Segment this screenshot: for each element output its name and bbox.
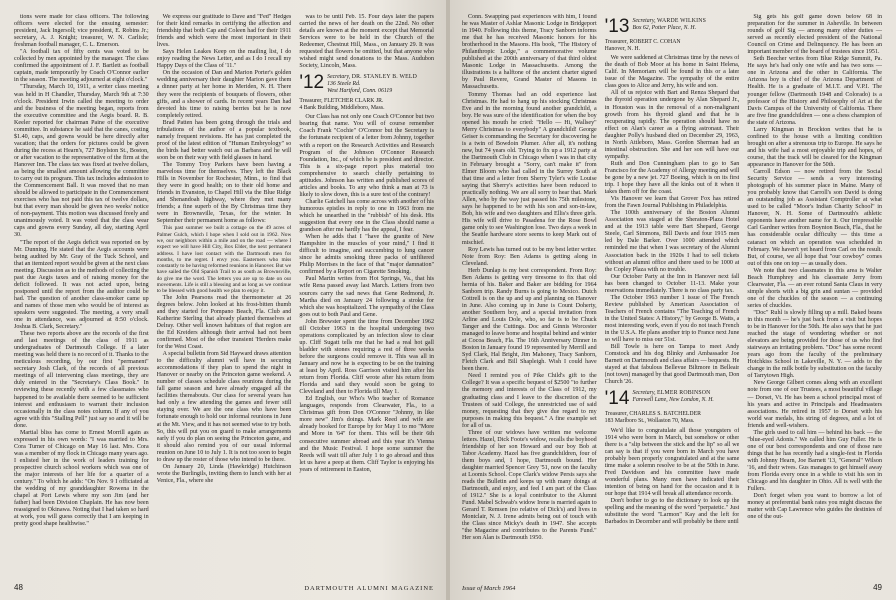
paragraph: Three of our widows have written me welcome letters. Hazel, Dick Foote's widow, recalls the boyhood friendship of her son Howard and our boy Bob at Tabor Academy. Hazel has five grandchildren, four of them boys and, I hope, Dartmouth bound. Her daughter married Spencer Grey '51, now on the faculty at Loomis School. Cope Clark's widow Persis says she reads the Bulletin and keeps up with many doings at Dartmouth, and enjoy, and feel I am part of the Class of 1912." She is a loyal contributor to the Alumni Fund. Mabel Schwab's widow Irene is married again to Gerard T. Remsen (no relative of Dick's) and lives in Montclair, N. J. Irene admits being out of touch with the Class since Micky's death in 1947. She accepts "the Magazine and contributes to the Parents Fund." Her son Alan is Dartmouth 1950. xyxy=(462,429,597,542)
secretary-label: Secretary, xyxy=(632,18,656,24)
magazine-title: DARTMOUTH ALUMNI MAGAZINE xyxy=(304,585,434,592)
secretary-address-1: 136 Steele Rd. xyxy=(327,80,361,87)
class-number: '12 xyxy=(299,72,325,94)
treasurer-label: Treasurer, xyxy=(604,39,628,45)
treasurer-name: FLETCHER CLARK JR. xyxy=(324,98,384,105)
paragraph: Brad Patten has been going through the trials and tribulations of the author of a popular textbook, namely frequent revisions. He has just completed the proof of the latest edition of "Human Embryology" so the birds had better watch out as Barbara and he will soon be on their way with field glasses in hand. xyxy=(156,119,292,161)
issue-label: Issue of March 1964 xyxy=(462,585,516,592)
page-number: 48 xyxy=(14,583,23,592)
page-gutter xyxy=(446,0,450,600)
paragraph: This past summer we built a cottage on the 49 acres of Palmer Gulch, which I hope when I sold out in 1962. Now we, our neighbors within a mile and on the road — where I expect we will have Hill City, Box Elder, the next permanent address. I have lost contact with the Dartmouth men for months, to me regret. I envy you. Easterners who miss constantly to be having reformed reunions in Hanover. But we have sailed the Old Spanish Trail to as south as Brownsville, do give me the word. The letters you are up to date on our movements. Life is still a blessing and as long as we continue to be blessed with good health we plan to enjoy it. xyxy=(156,225,292,295)
paragraph: tions were made for class officers. The following officers were elected for the ensuing semester: president, Jack Ingersoll; vice president, E. Robins Jr.; secretary, A. J. Knight; treasurer, W. N. Carlisle; freshman football manager, C. L. Emerson. xyxy=(14,14,149,49)
class-secretary-block xyxy=(327,74,417,94)
paragraph: was to be until Feb. 15. Four days later the papers carried the news of her death on the 22nd. No other details are known at the moment except that Memorial Services were to be held in the Church of the Redeemer, Chestnut Hill, Mass., on January 29. It was requested that flowers be omitted, but that anyone who wished might send donations to the Mass. Audubon Society, Lincoln, Mass. xyxy=(299,14,435,70)
paragraph: Conn. Swapping past experiences with him, I found he was Master of Ashlar Masonic Lodge in Bridgeport in 1940. Following this theme, Tracy Sanborn informs me that he has received Masonic honors for his brotherhood in the Masons. His book, "The History of Philanthropic Lodge," a commemorative volume published at the 200th anniversary of that third oldest Masonic Lodge in Massachusetts. Among the illustrations is a halftone of the ancient charter signed by Paul Revere, Grand Master of Masons in Massachusetts. xyxy=(462,14,597,91)
paragraph: Ruth and Don Cunningham plan to go to San Francisco for the Academy of Allergy meeting and will be gone by a new jet. 727 Boeing, which is on its first trip. I hope they have all the kinks out of it when it takes them off for the coast. xyxy=(604,160,740,196)
paragraph: New George Gilbert comes along with an excellent note from one of our Trustees, a most beautiful village — Dorset, Vt. He has been a school principal most of his years and active in Principals and Headmasters associations. He retired in 1957 to Dorset with his world war medals, his string of degrees, and a lot of friends and well-wishers. xyxy=(747,380,883,429)
class-number: '14 xyxy=(604,388,630,410)
paragraph: "The report of the Aegis deficit was reported on by Mr. Dunning. He stated that the Aegis accounts were being audited by Mr. Gray of the Tuck School, and that an itemized report would be given at the next class meeting. Discussion as to the methods of collecting the past due Aegis taxes and of raising money for the deficit followed. It was not acted upon, being postponed until the report from the auditor could be had. The question of another class-smoker came up and names of those men who would be of interest as speakers were suggested. The meeting, a very small one in attendance, was adjourned at 8:50 o'clock. Joshua B. Clark, Secretary." xyxy=(14,239,149,331)
paragraph: Roy Lewis has turned out to be my best letter writer. Note from Roy: Ben Adams is getting along in Cleveland. xyxy=(462,246,597,267)
right-page xyxy=(448,0,896,600)
treasurer-address: 183 Marlboro St., Wollaston 70, Mass. xyxy=(604,417,695,424)
secretary-address-2: West Hartford, Conn. 06119 xyxy=(327,87,393,94)
paragraph: We were saddened at Christmas time by the news of the death of Bob Moor at his home in Saint Helena, Calif. In Memoriam will be found in this or a later issue of the Magazine. The sympathy of the entire class goes to Alice and Jerry, his wife and son. xyxy=(604,55,740,90)
treasurer-address: 4 Bank Building, Middleboro, Mass. xyxy=(299,104,385,111)
paragraph: Martial bliss has come to Ernest Morrill again as expressed in his own words: "I was married to Mrs. Cora Turner of Chicago on May 16 last. Mrs. Cora was a member of my flock in Chicago many years ago. I enlisted her in the work of leaders training for prospective church school workers which was one of the major interests of her life for a quarter of a century." To which he adds: "On Nov. 9 I officiated at the wedding of my granddaughter Rowena in the chapel at Port Lewis where my son Jim (and her father) had been Division Chaplain. He has now been reassigned to Okinawa. Noting that I had taken so hard at work, you will guess correctly that I am keeping in pretty good shape healthwise." xyxy=(14,429,149,528)
left-footer xyxy=(14,582,434,592)
class-heading-1914 xyxy=(604,388,740,410)
left-col-2 xyxy=(157,14,292,574)
class-secretary-block xyxy=(632,390,713,403)
paragraph: Bill Towle is here on Tampa to meet Andy Comstock and his dog Blinky and Ambassador Joe Barnett on Dartmouth and class affairs — bequests. He stayed at that fabulous Bellevue Biltmore in Belleair (not town) managed by that good Dartmouth man, Don Church '26. xyxy=(604,344,740,386)
secretary-name: ELMER ROBINSON xyxy=(657,390,711,397)
paragraph: Seth Beecher writes from Blue Ridge Summit, Pa. He says he's had only one wife and has two sons — one in Arizona and the other in California. The Arizona boy is chief of the Arizona Department of Health. He is a graduate of M.I.T. and V.P.I. The younger fellow (Dartmouth 1948 and Colorado) is a professor of the History and Philosophy of Art at the Davis Campus of the University of California. There are five fine grandchildren — one a chess champion of the state of Arizona. xyxy=(747,56,883,126)
paragraph: Ed English, our Who's Who teacher of Romance languages, responds from Clearwater, Fla., to a Christmas gift from Don O'Connor "Johnny, in like more new" Jim's doings. Mark Reed and wife are already booked for Europe by for May 1 to mo "More and More in '64" for them. This will be their 6th consecutive summer abroad and this year it's Vienna and the Music Festival. I hope some summer the Reeds will wait till after July 1 to go abroad and thus let us have a peep at them. Cliff Taylor is enjoying his years of retirement in Easton, xyxy=(299,396,435,473)
paragraph: Don't forget when you want to borrow a lot of money at preferential bank rates you might discuss the matter with Cap Lawrence who guides the destinies of one of the out- xyxy=(747,493,883,521)
paragraph: We note that two classmates in this area is Walter Beach Humphrey and his classmate Jerry from Clearwater, Fla. — an ever rotund Santa Claus in very simple shorts with a big grin and suntan — provided one of the chuckles of the season — a continuing series of chuckles. xyxy=(747,267,883,309)
right-columns xyxy=(462,14,882,574)
secretary-address-1: Farewell Lane, New London, N. H. xyxy=(632,396,714,403)
treasurer-block xyxy=(605,39,740,52)
paragraph: A special bulletin from Sid Hayward draws attention to the difficulty alumni will have in securing accommodations if they plan to spend the night in Hanover or nearby on the Princeton game weekend. A number of classes schedule class reunions during the fall game season and have already engaged all the facilities thereabouts. Our class for several years has had only a few attending the games and fewer still staying over. We are the one class who have been fortunate enough to hold our informal reunions in June at the Mt. View, and it has not seemed wise to try both. So, this will put you on guard to make arrangements early if you do plan on seeing the Princeton game, and it should also remind you of our usual informal reunion on June 10 to July 1. It is not too soon to begin to draw up the roster of those who intend to be there. xyxy=(156,351,292,463)
paragraph: Sig gets his golf game down below 68 in preparation for the summer in Asheville. In between rounds of golf Sig — among many other duties — served as recently elected president of the National Council on Crime and Delinquency. He has been an important member of the board of trustees since 1951. xyxy=(747,14,883,56)
paragraph: We'd like to congratulate all those youngsters of 1914 who were born in March, but somehow or other there is a "slip between the stick and the lip" so all we can say is that if you were born in March you have probably been properly congratulated and at the same time make a solemn resolve to be at the 50th in June. Fred Davidson and his committee have made wonderful plans. Many men have indicated their intention of being on hand for the occasion and it is our hope that 1914 will break all attendance records. xyxy=(604,427,740,497)
paragraph: The 100th anniversary of the Boston Alumni Association was staged at the Sheraton-Plaza Hotel and at the 1913 table were Bart Shepard, George Steele, Carl Simmons, Bill Davis and four 1915 men led by Dale Barker. Over 1000 attended which reminded me that when I was secretary of the Alumni Association back in the 1920s I had to sell tickets without an alumni office and there used to be 1000 at the Copley Plaza with no trouble. xyxy=(604,210,740,273)
paragraph: Need I remind you of Pike Child's gift to the College? It was a specific bequest of $2500 "to further the memory and interests of the Class of 1912, my graduating class and I leave to the discretion of the Trustees of said College, the unrestricted use of said money, requesting that they give due regard to my purposes in making this bequest." A fine example set for all of us. xyxy=(462,373,597,429)
paragraph: Larry Kingman in Brockton writes that he is confined to the house with a limiting condition brought on after a strenuous trip to Europe. He says he and his wife had a most enjoyable trip and hopes, of course, that the track will be cleared for the Kingman appearance in Hanover for the 50th. xyxy=(747,126,883,168)
class-secretary-block xyxy=(632,18,706,31)
paragraph: John Brewster spent the time from December 1962 till October 1963 in the hospital undergoing two operations complicated by an infection slow to clear up. Cliff Sugatt tells me that he had a real hot gall bladder with stones requiring a rest of three weeks before the surgeons could remove it. This was all in January and now he is expecting to be on the training at least by April. Ross Garrison visited him after his return from Florida. Cliff wrote after his return from Florida and said they would soon be going to Cleveland and then to Florida till May 1. xyxy=(299,318,435,396)
paragraph: The John Pearsons read the thermometer at 26 degrees below. John looked at his frost-bitten thumb and they started for Pompano Beach, Fla. Club and Katherine Sterling that already planted themselves at Delray. Other well known habitues of that region are the Ed Kreiders although their arrival had not been confirmed. Most of the other transient 'Herders make for the West Coast. xyxy=(156,294,292,350)
paragraph: We express our gratitude to Dave and "Fed" Hedges for their kind remarks in certifying the affection and friendship that both Cap and Coleen had for their 1911 friends and which were the most important in their lives. xyxy=(156,14,292,49)
paragraph: The October 1963 number 1 issue of The French Review published by American Association of Teachers of French contains "The Teaching of French in the United States: A History," by George B. Watts, a most interesting work, even if you do not teach French in the U.S.A. He plans another trip to France next June so will have to miss our 51st. xyxy=(604,294,740,344)
paragraph: Don't bother to go to the dictionary to look up the spelling and the meaning of the word "perpatetic." Just substitute the word "Larmon" Kay and the left for Barbados in December and will probably be there until xyxy=(604,498,740,526)
paragraph: "A football tax of fifty cents was voted to be collected by men appointed by the manager. The class confirmed the appointment of J. F. Bartlett as football captain, made temporarily by Coach O'Connor earlier in the season. The meeting adjourned at eight o'clock." xyxy=(14,49,149,84)
paragraph: On January 20, Linda (Hawkridge) Hutchinson wrote the Burlingils, inviting them to lunch with her at Venice, Fla., where she xyxy=(156,463,292,484)
paragraph: Our Class has not only one Coach O'Connor but two bearing that name. You will of course remember Coach Frank "Cochie" O'Connor but the Secretary is the fortunate recipient of a letter from Johnny, together with a report on the Research Activities and Research Program of the Johnson O'Connor Research Foundation, Inc., of which he is president and director. This is a six-page report plus material too comprehensive to search chiefly pertaining to aptitudes. Johnson has written and published scores of articles and books. To any who think a man at 73 is likely to slow down, this is a sure test of the contrary! xyxy=(299,114,435,198)
secretary-address-1: Box 62, Potter Place, N. H. xyxy=(632,24,697,31)
treasurer-address: Hanover, N. H. xyxy=(604,45,641,52)
treasurer-name: CHARLES S. BATCHELDER xyxy=(629,411,702,418)
right-col-2 xyxy=(605,14,740,574)
secretary-name: DR. STANLEY B. WELD xyxy=(351,74,418,81)
paragraph: Carroll Edson — now retired from the Social Security Service — sends a very interesting photograph of his summer place in Maine. Many of you probably know that Carroll's son David is doing an outstanding job as Assistant Comptroller at what used to be called "Moor's Indian Charity School" in Hanover, N. H. Some of Dartmouth's athletic opponents have another name for it. Our irrepressible Carl Gardner writes from Boynton Beach, Fla., that he has considerable ocular difficulty — this time a cataract on which an operation was scheduled in February. We haven't yet heard from Carl on the result. But, of course, we all hope that "our cowboy" comes out of this one on top — as usually does. xyxy=(747,169,883,267)
right-footer xyxy=(462,582,882,592)
paragraph: Charlie Gatchell has come across with another of his humorous epistles in reply to one in 1963 from me which he unearthed in the "rubbish" of his desk. His suggestion that every one in the Class should name a grandson after me hardly has the appeal, I fear. xyxy=(299,198,435,234)
paragraph: All of us rejoice with Bart and Renza Shepard that the thyroid operation undergone by Alan Shepard Jr., in Houston was in the removal of a non-malignant growth from his thyroid gland and that he is recuperating rapidly. The operation should have no effect on Alan's career as a flying astronaut. Their daughter Polly's husband died on December 29, 1963, in North Attleboro, Mass. Gordon Sherman had an intestinal obstruction. She and her son will have our sympathy. xyxy=(604,90,740,160)
paragraph: Herb Dunlap is my best correspondent. From Roy: Ben Adams is getting very tiresome to fix that old hernia of his. Baker and Baker are bidding for 1964 Sanborn trip. Randy Burns is going to Mexico. Dutch Cottrell is on the up and up and planning on Hanover in June. Also coming up in June is Count Doherty, another Southern boy, and a special invitation from Arline and Louis Dole, who, so far is to be Chuck Tanger and the Cuttings. Doc and Ginnis Worcester managed to leave home and hospital behind and winter at Cocoa Beach, Fla. The 16th Anniversary Dinner in Boston in January found 19 represented by Merrill and Syd Clark, Hal Bright, Jim Mahoney, Tracy Sanborn, Fletch Clark and Bill Shapleigh. Wish I could have been there. xyxy=(462,267,597,373)
paragraph: Tommy Thomas had an odd experience last Christmas. He had to hang up his stocking Christmas Eve and in the morning found another grandchild, a boy. He was sure of the identification for when the boy opened his mouth he cried: "Hello — Hi, Wallsey" Merry Christmas to everybody" A grandchild! George Geiser is commanding the Secretary for discovering he is a twin of Bowdoin Plumer. After all, it's nothing new, but 74 years old. Trying to fix up a 1912 party at the Dartmouth Club in Chicago when I was in that city in February brought a "Sorry, can't make it" from Elmer Bloom who had called in the Surrey South at that time and a letter from Sherry Tyler's wife Louise saying that Sherry's activities have been reduced to practically nothing. We are all sorry to hear that. Mark Allen, who by the way just passed his 75th milestone, says he happened to be with his son and son-in-law, Bob, his wife and two daughters and Ellis's three girls. His wife will drive to Pasadena for the Rose Bowl game only to see Washington lose. Two days a week in the Seattle hardware store seems to keep Mark out of mischief. xyxy=(462,91,597,246)
paragraph: On the occasion of Dan and Marion Porter's golden wedding anniversary their daughter Marion gave them a dinner party at her home in Meriden, N. H. There they were the recipients of bouquets of flowers, other gifts, and a shower of cards. In recent years Dan had devoted his time to raising berries but he is now completely retired. xyxy=(156,70,292,119)
treasurer-label: Treasurer, xyxy=(299,98,323,105)
class-number: '13 xyxy=(604,16,630,37)
page-number: 49 xyxy=(873,583,882,592)
secretary-label: Secretary, xyxy=(327,74,351,81)
secretary-label: Secretary, xyxy=(632,390,656,397)
paragraph: Paul Martin writes from Hot Springs, Va., that his wife Rena passed away last March. Letters from two sources carry the sad news that Gene Redmond, Jr. Martha died on January 24 following a stroke for which she was hospitalized. The sympathy of the Class goes out to both Paul and Gene. xyxy=(299,276,435,318)
paragraph: Our October Party at the Inn in Hanover next fall has been changed to October 11-13. Make your reservations immediately. There is no class party tax. xyxy=(604,273,740,294)
left-col-1 xyxy=(14,14,149,574)
paragraph: The Tommy Troy Parkers have been having a marvelous time for themselves. They left the Black Hills in November for Rochester, Minn., to find that they were in good health; on to their old home and friends in Evanston, to Chapel Hill via the Blue Ridge and Shenandoah highway, where they met many friends; a fine superb of the By Christmas time they were in Brownsville, Texas, for the winter. In September their permanent home as follows: xyxy=(156,161,292,225)
left-col-3 xyxy=(299,14,434,574)
paragraph: "Doc" Ruhl is slowly filling up a mill. Baked beans in this month — he's just back from a visit but hopes to be in Hanover for the 50th. He also says that he just reached the stage of wondering whether or not elevators are being provided for those of us who find stairways an irritating problem. "Doc" has some recent years ago from the faculty of the preliminary Hotchkiss School in Lakeville, N. Y. — adds to the change in the milk bottle by substitution on the faculty of Tarrytown High. xyxy=(747,309,883,380)
treasurer-name: ROBERT C. COHAN xyxy=(629,39,681,45)
secretary-name: WARDE WILKINS xyxy=(657,18,707,24)
paragraph: Says Helen Leakes Keep on the mailing list, I do enjoy reading the News Letter, and as I do I recall my Happy Days of the Class of '11." xyxy=(156,49,292,70)
right-col-3 xyxy=(747,14,882,574)
class-heading-1913 xyxy=(605,18,740,35)
paragraph: "Thursday, March 10, 1911, a writer class meeting was held in H Chandler, Thursday, March 9th at 7:30 o'clock. President Irwin called the meeting to order and the business of the meeting began, reports from the executive committee and the Aegis board. R. B. Keeler reported for chairman Paine of the executive committee. In substance he said that the canes, costing $1.40, caps, and gowns would be here directly after vacation; that the orders for pictures could be given during the recess at Hearn's, 727 Boylston St., Boston, or after vacation to the representative of the firm at the Hanover Inn. The class tax was fixed at twelve dollars, as being the smallest amount allowing the committee to carry out its program. This tax includes admission to the Commencement Ball. It was moved that no man should be allowed to participate in the Commencement exercises who has not paid this tax of twelve dollars, but that every man should be given two weeks' notice of non-payment. This motion was discussed freely and unanimously voted. It was voted that the class wear caps and gowns every Sunday, all day, starting April 30. xyxy=(14,84,149,239)
paragraph: These two reports above are the records of the first and last meetings of the class of 1911 as undergraduates of Dartmouth College. If a later meeting was held there is no record of it. Thanks to the meticulous recording, by our first "permanent" secretary Josh Clark, of the records of all previous meetings of all intervening class meetings, they are duly entered in the "Secretary's Class Book." In reviewing these recently with a few classmates who happened to be available there seemed to be sufficient interest and enthusiasm to warrant their inclusion occasionally in the class notes column. If any of you agree with this "Stalling Pell" just say so and it will be done. xyxy=(14,331,149,429)
treasurer-block xyxy=(605,411,740,424)
left-columns xyxy=(14,14,434,574)
paragraph: The girls used to call him — behind his back — the "blue-eyed Adonis." We called him Guy Fuller. He is one of our best correspondents and one of those rare things that he has recently had a single-fest in Florida with Johnny Hearn, Joe Barnett '13, "General" Wilson '16, and their wives. Gus manages to get himself away from Florida every once in a while to visit his son in Chicago and his daughter in Ohio. All is well with the Fullers. xyxy=(747,429,883,493)
class-heading-1912 xyxy=(299,74,434,94)
treasurer-label: Treasurer, xyxy=(604,411,628,418)
paragraph: When he adds that I "have the granite of New Hampshire in the muscles of your mind," I find it difficult to imagine, and succumbing to lung cancer since he admits smoking three packs of unfiltered Philip Morrises in the face of that "major damnation" confirmed by a Report on Cigarette Smoking. xyxy=(299,234,435,276)
paragraph: Vis Hanover we learn that Grover Fox has retired from the Fawn Journal Publishing in Philadelphia. xyxy=(604,196,740,210)
right-col-1 xyxy=(462,14,597,574)
treasurer-block xyxy=(299,98,434,111)
